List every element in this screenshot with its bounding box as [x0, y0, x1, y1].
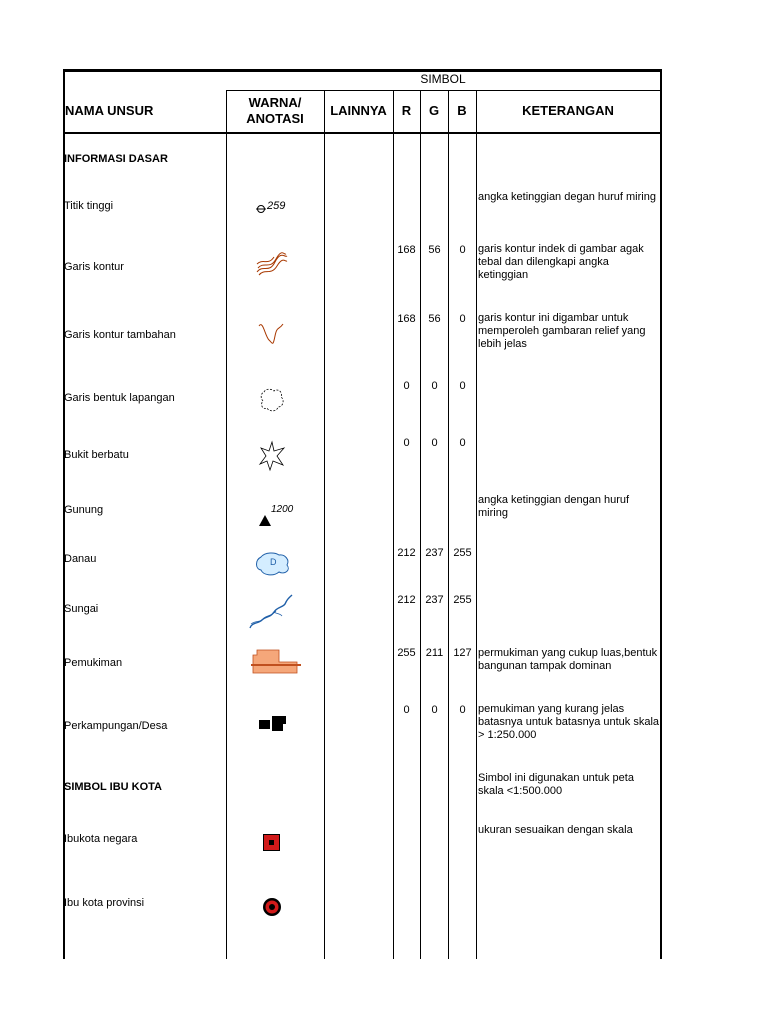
spot-height-annotation: 259	[267, 200, 286, 212]
row-r-pemukiman: 255	[397, 647, 416, 659]
symbol-table	[63, 69, 662, 959]
column-header-b: B	[457, 103, 467, 118]
column-divider-other	[393, 90, 394, 959]
village-icon	[259, 714, 289, 734]
row-g-garis-kontur-tambahan: 56	[428, 313, 441, 325]
column-header-g: G	[428, 103, 440, 118]
rocky-hill-icon	[258, 440, 286, 472]
row-note-pemukiman: permukiman yang cukup luas,bentuk bangunan tampak dominan	[478, 647, 658, 672]
column-divider-r	[420, 90, 421, 959]
row-name-garis-bentuk-lapangan: Garis bentuk lapangan	[64, 392, 175, 404]
row-b-garis-kontur-tambahan: 0	[459, 313, 466, 325]
row-name-pemukiman: Pemukiman	[64, 657, 123, 669]
column-header-other: LAINNYA	[330, 103, 387, 118]
row-r-danau: 212	[397, 547, 416, 559]
form-line-icon	[258, 386, 286, 414]
row-note-titik-tinggi: angka ketinggian degan huruf miring	[478, 191, 656, 203]
row-r-garis-kontur-tambahan: 168	[397, 313, 416, 325]
row-note-garis-kontur: garis kontur indek di gambar agak tebal dan dilengkapi angka ketinggian	[478, 243, 644, 281]
group-header-simbol: SIMBOL	[420, 72, 466, 86]
row-name-gunung: Gunung	[64, 504, 104, 516]
contour-lines-icon	[255, 252, 289, 278]
row-b-danau: 255	[453, 547, 472, 559]
column-divider-name	[226, 90, 227, 959]
provincial-capital-icon	[262, 897, 282, 917]
row-note-perkampungan-desa: pemukiman yang kurang jelas batasnya untuk batasnya untuk skala > 1:250.000	[478, 703, 660, 741]
row-g-danau: 237	[425, 547, 444, 559]
column-header-name: NAMA UNSUR	[65, 103, 154, 118]
row-name-danau: Danau	[64, 553, 97, 565]
national-capital-icon	[263, 834, 280, 851]
column-header-note: KETERANGAN	[522, 103, 614, 118]
table-border-right	[660, 69, 662, 959]
row-name-ibukota-negara: Ibukota negara	[64, 833, 138, 845]
row-r-perkampungan-desa: 0	[403, 704, 410, 716]
river-icon	[248, 594, 294, 630]
column-header-r: R	[401, 103, 412, 118]
row-name-sungai: Sungai	[64, 603, 99, 615]
row-name-ibu-kota-provinsi: Ibu kota provinsi	[64, 897, 145, 909]
row-g-pemukiman: 211	[425, 647, 444, 659]
row-name-perkampungan-desa: Perkampungan/Desa	[64, 720, 168, 732]
row-b-bukit-berbatu: 0	[459, 437, 466, 449]
column-divider-b	[476, 90, 477, 959]
row-note-gunung: angka ketinggian dengan huruf miring	[478, 494, 630, 519]
header-bottom-rule	[63, 132, 662, 134]
row-name-garis-kontur-tambahan: Garis kontur tambahan	[64, 329, 176, 341]
settlement-icon	[251, 649, 301, 675]
row-note-garis-kontur-tambahan: garis kontur ini digambar untuk memperoleh gambaran relief yang lebih jelas	[478, 312, 646, 350]
group-header-divider	[226, 90, 660, 91]
row-g-perkampungan-desa: 0	[431, 704, 438, 716]
row-b-sungai: 255	[453, 594, 472, 606]
row-note-ibukota-negara: ukuran sesuaikan dengan skala	[478, 824, 633, 836]
row-r-garis-bentuk-lapangan: 0	[403, 380, 410, 392]
row-b-garis-bentuk-lapangan: 0	[459, 380, 466, 392]
row-b-perkampungan-desa: 0	[459, 704, 466, 716]
row-name-simbol-ibu-kota: SIMBOL IBU KOTA	[64, 781, 162, 793]
row-g-sungai: 237	[425, 594, 444, 606]
supplementary-contour-icon	[257, 318, 287, 350]
column-divider-g	[448, 90, 449, 959]
row-name-titik-tinggi: Titik tinggi	[64, 200, 114, 212]
column-divider-color	[324, 90, 325, 959]
row-name-bukit-berbatu: Bukit berbatu	[64, 449, 129, 461]
lake-annotation: D	[270, 557, 277, 567]
row-name-informasi-dasar: INFORMASI DASAR	[64, 153, 168, 165]
row-b-pemukiman: 127	[453, 647, 472, 659]
column-header-color-line1: WARNA/	[248, 95, 302, 110]
column-header-color-line2: ANOTASI	[246, 111, 304, 126]
row-r-bukit-berbatu: 0	[403, 437, 410, 449]
row-g-garis-bentuk-lapangan: 0	[431, 380, 438, 392]
row-note-simbol-ibu-kota: Simbol ini digunakan untuk peta skala <1:500.000	[478, 772, 634, 797]
row-r-sungai: 212	[397, 594, 416, 606]
mountain-peak-icon	[259, 515, 271, 526]
row-name-garis-kontur: Garis kontur	[64, 261, 124, 273]
row-g-garis-kontur: 56	[428, 244, 441, 256]
row-r-garis-kontur: 168	[397, 244, 416, 256]
row-g-bukit-berbatu: 0	[431, 437, 438, 449]
mountain-annotation: 1200	[271, 504, 294, 515]
row-b-garis-kontur: 0	[459, 244, 466, 256]
